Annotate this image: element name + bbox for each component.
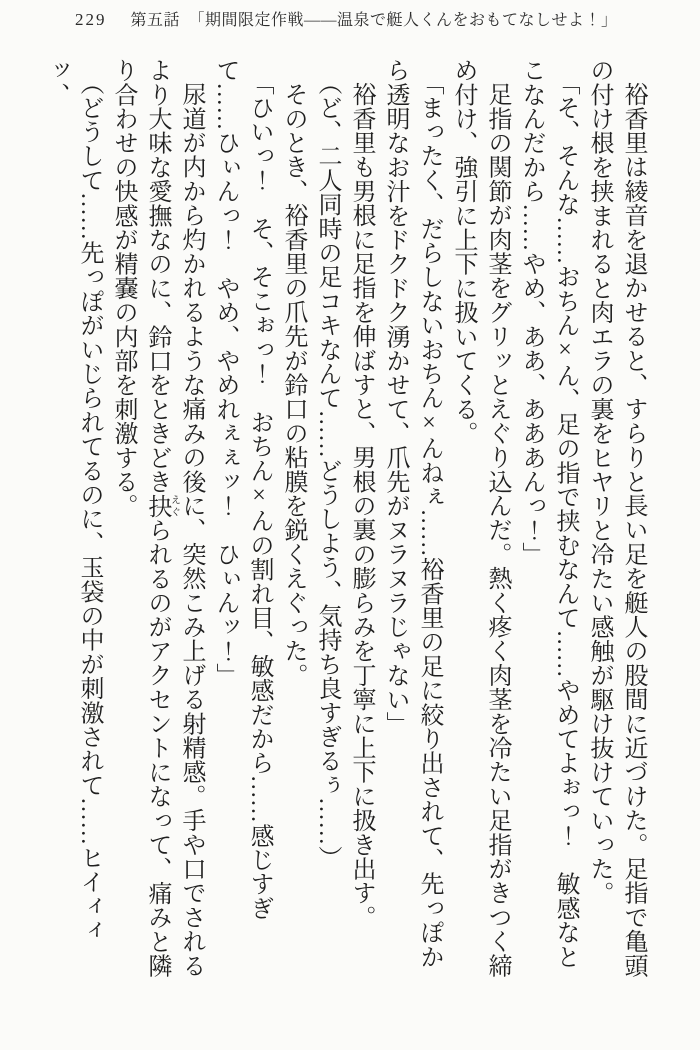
paragraph: 「ひいっ！ そ、そこぉっ！ おちん×んの割れ目、敏感だから……感じすぎて……ひぃんっ！ やめ、やめれぇぇッ！ ひぃんッ！」 bbox=[212, 58, 272, 921]
running-header bbox=[75, 7, 618, 30]
paragraph: 裕香里も男根に足指を伸ばすと、男根の裏の膨らみを丁寧に上下に扱き出す。 bbox=[348, 82, 374, 929]
paragraph: 裕香里は綾音を退かせると、すらりと長い足を艇人の股間に近づけた。足指で亀頭の付け根を挟まれると肉エラの裏をヒヤリと冷たい感触が駆け抜けていった。 bbox=[586, 58, 646, 978]
paragraph: 足指の関節が肉茎をグリッとえぐり込んだ。熱く疼く肉茎を冷たい足指がきつく締め付け、強引に上下に扱いてくる。 bbox=[450, 58, 510, 978]
paragraph: （どうして……先っぽがいじられてるのに、玉袋の中が刺激されて……ヒイィィッ、 bbox=[42, 58, 102, 943]
paragraph: 「まったく、だらしないおちん×んねぇ……裕香里の足に絞り出されて、先っぽから透明なお汁をドクドク湧かせて、爪先がヌラヌラじゃない」 bbox=[382, 58, 442, 969]
ruby-annotated-text: 抉えぐ bbox=[144, 493, 180, 518]
chapter-title: 第五話 「期間限定作戦――温泉で艇人くんをおもてなしせよ！」 bbox=[130, 12, 618, 29]
paragraph: （ど、二人同時の足コキなんて……どうしよう、気持ち良すぎるぅ……） bbox=[314, 71, 340, 870]
paragraph: 「そ、そんな……おちん×ん、足の指で挟むなんて……やめてよぉっ！ 敏感なとこなんだから……やめ、ああ、あああんっ！」 bbox=[518, 58, 578, 969]
paragraph: そのとき、裕香里の爪先が鈴口の粘膜を鋭くえぐった。 bbox=[280, 82, 306, 687]
paragraph: 尿道が内から灼かれるような痛みの後に、突然こみ上げる射精感。手や口でされるより大味な愛撫なのに、鈴口をときどき抉えぐられるのがアクセントになって、痛みと隣り合わせの快感が精嚢の内部を刺激する。 bbox=[110, 58, 204, 978]
page-number: 229 bbox=[75, 10, 107, 29]
body-text bbox=[38, 58, 650, 988]
